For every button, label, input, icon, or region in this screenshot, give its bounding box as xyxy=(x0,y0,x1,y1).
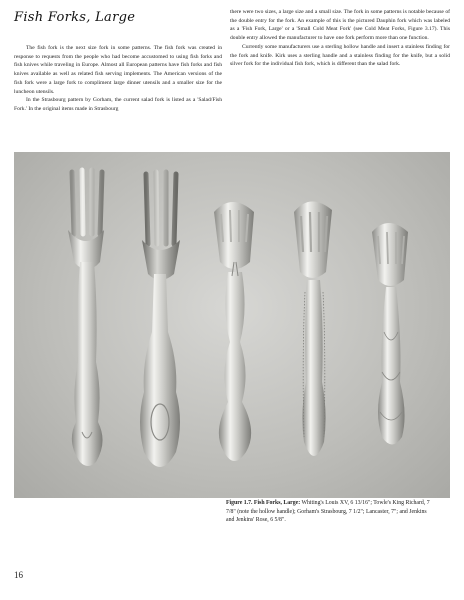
right-text-column xyxy=(230,8,450,69)
left-text-column xyxy=(14,44,222,114)
fork-louis-xv xyxy=(68,170,104,466)
paragraph: The fish fork is the next size fork in some patterns. The fish fork was created in response to requests from the people who had become accustomed to using fish forks and fish knives while traveling in Europe. Almost all European patterns have fish forks and fish knives available as well as related fish serving implements. The American versions of the fish fork were a large fork to compliment large dinner utensils and a smaller size for the luncheon utensils. xyxy=(14,45,222,95)
fork-strasbourg xyxy=(214,202,254,461)
forks-illustration xyxy=(14,152,450,498)
paragraph: there were two sizes, a large size and a small size. The fork in some patterns is notable because of the double entry for the fork. An example of this is the pictured Dauphin fork which was labeled as a 'Fish Fork, Large' or a 'Small Cold Meat Fork' (see Cold Meat Forks, Figure 3.17). This double entry allowed the manufacturer to have one fork perform more than one function. xyxy=(230,9,450,42)
figure-caption xyxy=(226,499,434,525)
fork-lancaster xyxy=(294,201,332,456)
fork-king-richard xyxy=(140,172,180,467)
caption-text: Whiting's Louis XV, 6 13/16"; Towle's King Richard, 7 7/8" (note the hollow handle); Gorham's Strasbourg, 7 1/2"; Lancaster, 7"; and Jenkins and Jenkins' Rose, 6 5/8". xyxy=(226,500,430,524)
paragraph: Currently some manufacturers use a sterling hollow handle and insert a stainless finding for the fork and knife. Kirk uses a sterling handle and a stainless finding for the knife, but a solid silver fork for the individual fish fork, which is different than the salad fork. xyxy=(230,43,450,68)
page-number: 16 xyxy=(14,570,23,580)
section-heading: Fish Forks, Large xyxy=(14,10,136,25)
fork-rose xyxy=(372,223,408,445)
fish-forks-photo xyxy=(14,152,450,498)
caption-label: Figure 1.7. Fish Forks, Large: xyxy=(226,500,301,506)
paragraph: In the Strasbourg pattern by Gorham, the current salad fork is listed as a 'Salad/Fish Fork.' In the original items made in Strasbourg xyxy=(14,97,222,112)
